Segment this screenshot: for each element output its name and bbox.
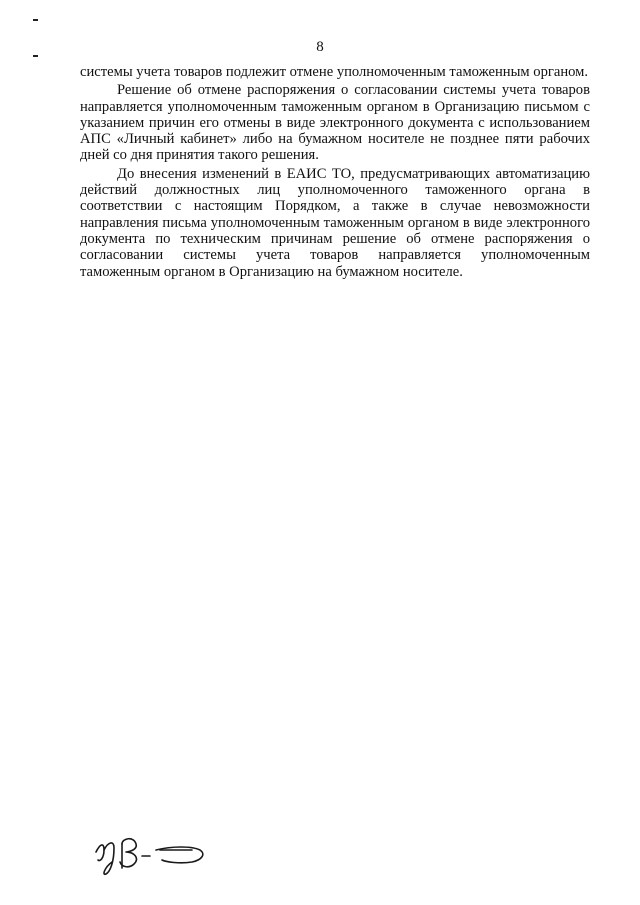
document-body	[80, 64, 590, 280]
paragraph-transitional-provision: До внесения изменений в ЕАИС ТО, предусматривающих автоматизацию действий должностных лиц уполномоченного таможенного органа в соответствии с настоящим Порядком, а также в случае невозможности направления письма уполномоченным таможенным органом в виде электронного документа по техническим причинам решение об отмене распоряжения о согласовании системы учета товаров направляется уполномоченным таможенным органом в Организацию на бумажном носителе.	[80, 165, 590, 280]
paragraph-continuation: системы учета товаров подлежит отмене уполномоченным таможенным органом.	[80, 64, 589, 80]
scan-mark	[33, 19, 38, 21]
paragraph-cancellation-decision: Решение об отмене распоряжения о согласовании системы учета товаров направляется уполномоченным таможенным органом в Организацию письмом с указанием причин его отмены в виде электронного документа с использованием АПС «Личный кабинет» либо на бумажном носителе не позднее пяти рабочих дней со дня принятия такого решения.	[80, 82, 590, 164]
page-number: 8	[316, 39, 324, 55]
handwritten-initials	[92, 828, 252, 878]
